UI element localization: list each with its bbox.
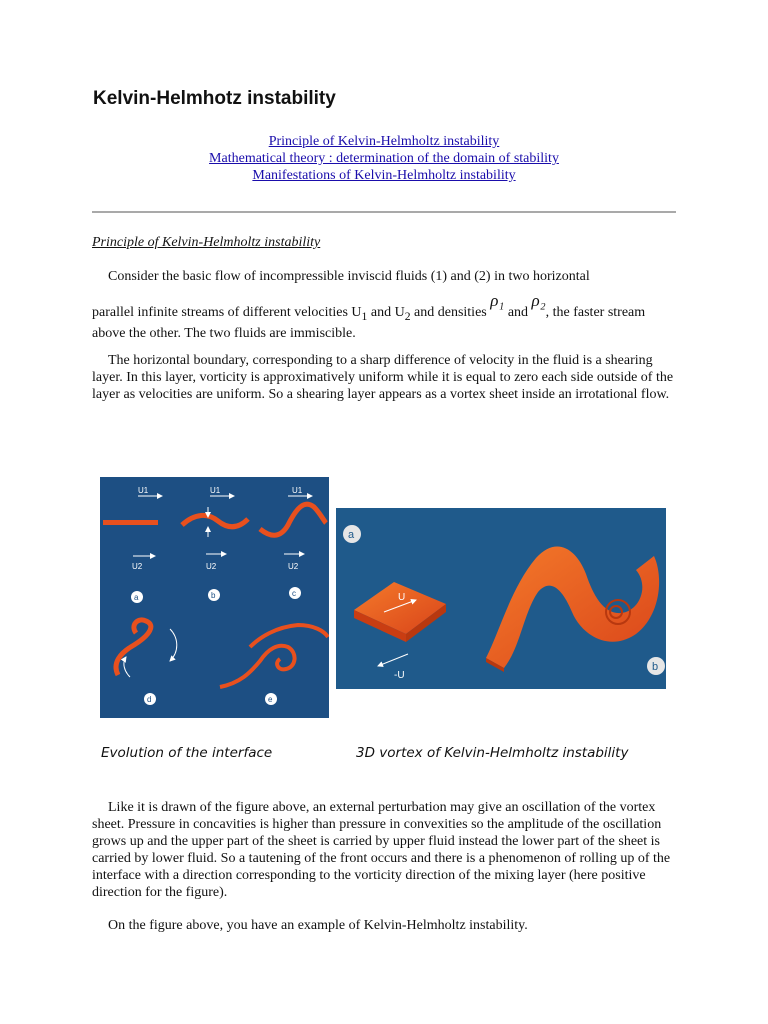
paragraph-4: On the figure above, you have an example of Kelvin-Helmholtz instability. (108, 918, 528, 933)
label-velocity-minus-u: -U (394, 670, 405, 681)
panel-letter-d: d (147, 695, 152, 704)
caption-interface-evolution: Evolution of the interface (101, 745, 273, 761)
panel-letter-3d-b: b (652, 661, 659, 673)
label-u2-b: U2 (206, 562, 217, 571)
rolled-sheet (486, 547, 659, 668)
label-u2-c: U2 (288, 562, 299, 571)
toc-link-mathematical-theory[interactable]: Mathematical theory : determination of the domain of stability (209, 151, 559, 166)
interface-evolution-illustration (100, 477, 329, 718)
p1-text-d: , the faster stream above the other. The two fluids are immiscible. (92, 305, 646, 341)
paragraph-2: The horizontal boundary, corresponding to a sharp difference of velocity in the fluid is a shearing layer. In this layer, vorticity is approximatively uniform while it is equal to zero each side outside of the layer as velocities are uniform. So a shearing layer appears as a vortex sheet inside an irrotational flow. (92, 353, 674, 402)
paragraph-3: Like it is drawn of the figure above, an external perturbation may give an oscillation of the vortex sheet. Pressure in concavities is higher than pressure in convexities so the amplitude of the oscillation grows up and the upper part of the sheet is carried by upper fluid instead the lower part of the sheet is carried by lower fluid. So a tautening of the front occurs and there is a phenomenon of rolling up of the interface with a direction corresponding to the vorticity direction of the mixing layer (here positive direction for the figure). (92, 800, 671, 900)
panel-letter-c: c (292, 589, 296, 598)
paragraph-1-line-1: Consider the basic flow of incompressible inviscid fluids (1) and (2) in two horizontal (108, 269, 590, 284)
panel-letter-3d-a: a (348, 529, 355, 541)
rho2-symbol: ρ₂ (531, 291, 546, 310)
p1-text-and: and (504, 305, 532, 320)
horizontal-divider (92, 211, 676, 213)
section-heading: Principle of Kelvin-Helmholtz instability (92, 235, 321, 250)
sheet-wave-large (260, 504, 326, 535)
p1-text-b: and U (367, 305, 405, 320)
subscript-2: 2 (404, 309, 411, 323)
figure-3d-vortex (336, 508, 666, 689)
paragraph-1-body (92, 291, 676, 342)
sheet-wave-small (182, 515, 248, 526)
figure-interface-evolution (100, 477, 329, 718)
toc-link-principle[interactable]: Principle of Kelvin-Helmholtz instability (268, 134, 500, 149)
toc-link-manifestations[interactable]: Manifestations of Kelvin-Helmholtz instability (252, 168, 516, 183)
label-u1-a: U1 (138, 486, 149, 495)
page-title: Kelvin-Helmhotz instability (93, 88, 336, 109)
rho1-symbol: ρ₁ (490, 291, 505, 310)
label-u1-c: U1 (292, 486, 303, 495)
flat-sheet (354, 582, 446, 634)
p1-text-c: and densities (410, 305, 491, 320)
p1-text-a: parallel infinite streams of different velocities U (92, 305, 362, 320)
table-of-contents (92, 133, 676, 184)
sheet-flat (103, 520, 158, 525)
panel-letter-a: a (134, 593, 139, 602)
subscript-1: 1 (361, 309, 368, 323)
sheet-rolled-e (220, 646, 295, 687)
panel-letter-e: e (268, 695, 273, 704)
caption-3d-vortex: 3D vortex of Kelvin-Helmholtz instability (356, 745, 629, 761)
sheet-rolling-d (116, 620, 151, 675)
label-velocity-u: U (398, 592, 406, 603)
label-u2-a: U2 (132, 562, 143, 571)
panel-letter-b: b (211, 591, 216, 600)
label-u1-b: U1 (210, 486, 221, 495)
vortex-3d-illustration (336, 508, 666, 689)
